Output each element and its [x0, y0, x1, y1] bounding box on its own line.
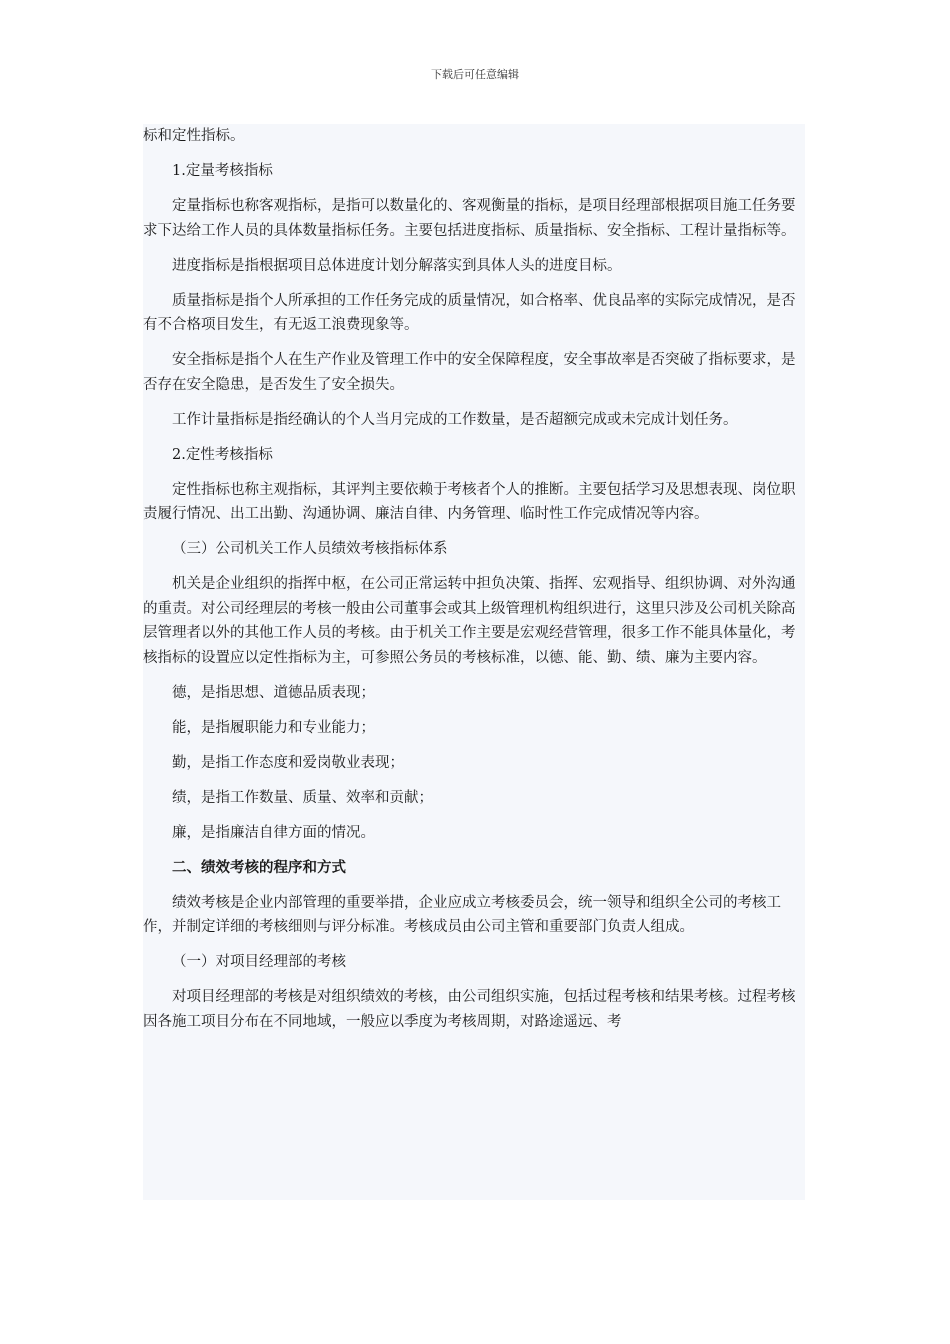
- paragraph: 绩，是指工作数量、质量、效率和贡献；: [172, 789, 433, 806]
- section-heading: 二、绩效考核的程序和方式: [172, 858, 346, 876]
- paragraph: 标和定性指标。: [143, 128, 245, 144]
- paragraph: （一）对项目经理部的考核: [172, 954, 346, 970]
- paragraph: 能，是指履职能力和专业能力；: [172, 719, 375, 736]
- paragraph: （三）公司机关工作人员绩效考核指标体系: [172, 541, 448, 557]
- paragraph: 安全指标是指个人在生产作业及管理工作中的安全保障程度，安全事故率是否突破了指标要求，是否存在安全隐患，是否发生了安全损失。: [143, 352, 796, 393]
- paragraph: 进度指标是指根据项目总体进度计划分解落实到具体人头的进度目标。: [172, 257, 622, 274]
- paragraph: 定性指标也称主观指标，其评判主要依赖于考核者个人的推断。主要包括学习及思想表现、岗位职责履行情况、出工出勤、沟通协调、廉洁自律、内务管理、临时性工作完成情况等内容。: [143, 481, 796, 522]
- paragraph: 1.定量考核指标: [172, 163, 273, 179]
- paragraph: 廉，是指廉洁自律方面的情况。: [172, 824, 375, 841]
- paragraph: 定量指标也称客观指标，是指可以数量化的、客观衡量的指标，是项目经理部根据项目施工任务要求下达给工作人员的具体数量指标任务。主要包括进度指标、质量指标、安全指标、工程计量指标等。: [143, 198, 796, 239]
- paragraph: 勤，是指工作态度和爱岗敬业表现；: [172, 754, 404, 771]
- paragraph: 质量指标是指个人所承担的工作任务完成的质量情况，如合格率、优良品率的实际完成情况，是否有不合格项目发生，有无返工浪费现象等。: [143, 292, 796, 333]
- paragraph: 工作计量指标是指经确认的个人当月完成的工作数量，是否超额完成或未完成计划任务。: [172, 411, 738, 428]
- paragraph: 2.定性考核指标: [172, 446, 273, 463]
- page-header: 下载后可任意编辑: [431, 68, 519, 81]
- document-body: [143, 124, 805, 1200]
- paragraph: 绩效考核是企业内部管理的重要举措，企业应成立考核委员会，统一领导和组织全公司的考核工作，并制定详细的考核细则与评分标准。考核成员由公司主管和重要部门负责人组成。: [143, 894, 781, 935]
- paragraph: 对项目经理部的考核是对组织绩效的考核，由公司组织实施，包括过程考核和结果考核。过程考核因各施工项目分布在不同地域，一般应以季度为考核周期，对路途遥远、考: [143, 989, 796, 1030]
- paragraph: 机关是企业组织的指挥中枢，在公司正常运转中担负决策、指挥、宏观指导、组织协调、对外沟通的重责。对公司经理层的考核一般由公司董事会或其上级管理机构组织进行，这里只涉及公司机关除高层管理者以外的其他工作人员的考核。由于机关工作主要是宏观经营管理，很多工作不能具体量化，考核指标的设置应以定性指标为主，可参照公务员的考核标准，以德、能、勤、绩、廉为主要内容。: [143, 576, 796, 666]
- paragraph: 德，是指思想、道德品质表现；: [172, 684, 375, 701]
